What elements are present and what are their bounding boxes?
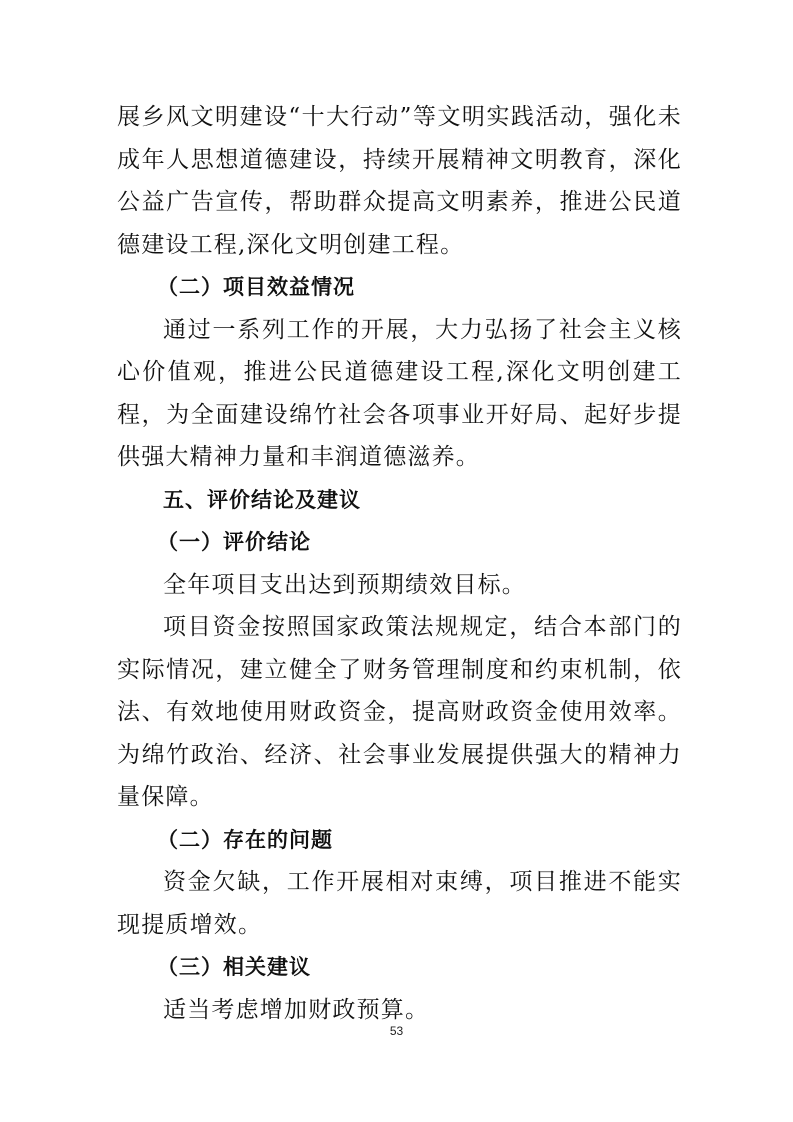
section-subheading: （二）项目效益情况 [157, 275, 355, 299]
body-paragraph: 适当考虑增加财政预算。 [163, 996, 430, 1023]
page-number: 53 [389, 1024, 404, 1038]
section-heading: 五、评价结论及建议 [163, 487, 361, 512]
body-paragraph: 资金欠缺，工作开展相对束缚，项目推进不能实现提质增效。 [117, 869, 682, 938]
body-paragraph: 展乡风文明建设“十大行动”等文明实践活动，强化未成年人思想道德建设，持续开展精神文明教育，深化公益广告宣传，帮助群众提高文明素养，推进公民道德建设工程,深化文明创建工程。 [117, 104, 682, 258]
section-subheading: （一）评价结论 [157, 530, 311, 554]
page-body [117, 96, 682, 1031]
body-paragraph: 通过一系列工作的开展，大力弘扬了社会主义核心价值观，推进公民道德建设工程,深化文明创建工程，为全面建设绵竹社会各项事业开好局、起好步提供强大精神力量和丰润道德滋养。 [117, 316, 682, 470]
body-paragraph: 全年项目支出达到预期绩效目标。 [163, 571, 526, 598]
section-subheading: （三）相关建议 [157, 955, 311, 979]
body-paragraph: 项目资金按照国家政策法规规定，结合本部门的实际情况，建立健全了财务管理制度和约束机制，依法、有效地使用财政资金，提高财政资金使用效率。为绵竹政治、经济、社会事业发展提供强大的精神力量保障。 [117, 614, 682, 810]
section-subheading: （二）存在的问题 [157, 827, 333, 852]
